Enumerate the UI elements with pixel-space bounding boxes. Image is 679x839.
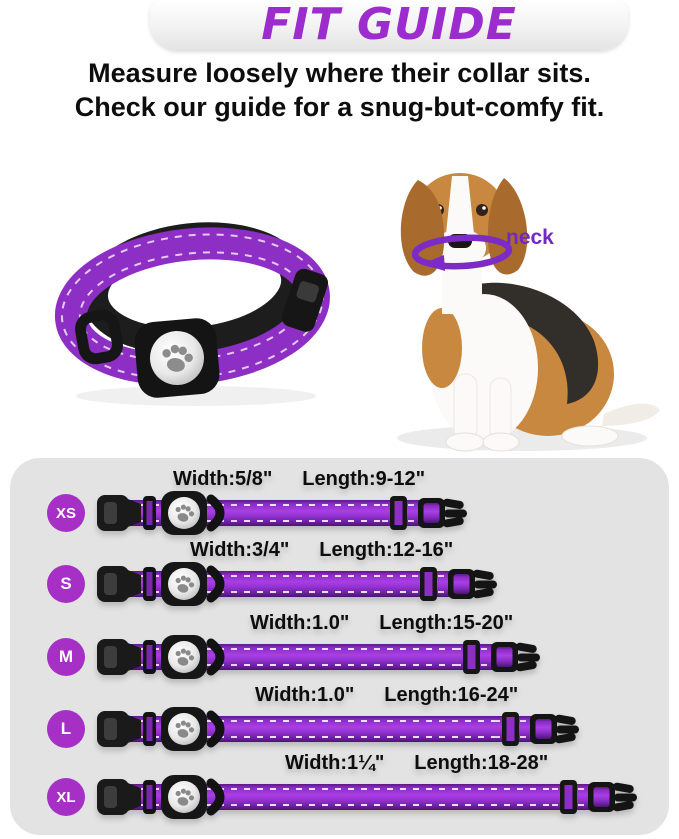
collar-strap: [244, 716, 495, 742]
fit-guide-panel: [10, 458, 669, 835]
size-row-xs: [10, 468, 669, 536]
size-badge-l: L: [47, 710, 85, 748]
width-spec: Width:3/4": [190, 539, 290, 561]
airtag-holder: [133, 317, 221, 400]
width-spec: Width:5/8": [173, 468, 273, 490]
subtitle-line-2: Check our guide for a snug-but-comfy fit.: [74, 92, 605, 122]
collar-strap: [244, 500, 383, 526]
size-specs-xl: [285, 752, 548, 775]
size-row-m: [10, 612, 669, 680]
size-row-s: [10, 539, 669, 607]
subtitle-line-1: Measure loosely where their collar sits.: [88, 58, 591, 88]
collar-buckle-right: [382, 490, 470, 536]
collar-strap: [244, 784, 553, 810]
collar-graphic-xl: [95, 752, 640, 820]
length-spec: Length:16-24": [384, 684, 519, 706]
size-specs-m: [250, 612, 513, 635]
neck-label: neck: [506, 226, 554, 249]
size-specs-s: [190, 539, 453, 562]
title-banner: [150, 0, 628, 50]
collar-buckle-left: [95, 706, 245, 752]
collar-graphic-xs: [95, 468, 470, 536]
width-spec: Width:1.0": [255, 684, 355, 706]
size-badge-m: M: [47, 638, 85, 676]
page-title: FIT GUIDE: [261, 0, 517, 50]
collar-buckle-left: [95, 490, 245, 536]
size-badge-xl: XL: [47, 778, 85, 816]
collar-buckle-right: [412, 561, 500, 607]
collar-buckle-right: [455, 634, 543, 680]
collar-buckle-right: [494, 706, 582, 752]
size-row-xl: [10, 752, 669, 820]
collar-graphic-s: [95, 539, 500, 607]
collar-buckle-left: [95, 774, 245, 820]
size-specs-l: [255, 684, 518, 707]
width-spec: Width:1.0": [250, 612, 350, 634]
size-row-l: [10, 684, 669, 752]
collar-buckle-left: [95, 561, 245, 607]
length-spec: Length:15-20": [379, 612, 514, 634]
dog-photo: [352, 136, 672, 454]
size-specs-xs: [173, 468, 425, 491]
subtitle: [0, 56, 679, 124]
collar-strap: [244, 644, 456, 670]
collar-strap: [244, 571, 413, 597]
size-badge-s: S: [47, 565, 85, 603]
size-badge-xs: XS: [47, 494, 85, 532]
collar-graphic-l: [95, 684, 582, 752]
length-spec: Length:9-12": [302, 468, 426, 490]
collar-buckle-left: [95, 634, 245, 680]
collar-product-photo: [36, 208, 346, 413]
collar-buckle-right: [552, 774, 640, 820]
length-spec: Length:12-16": [319, 539, 454, 561]
length-spec: Length:18-28": [414, 752, 549, 774]
width-spec: Width:1¼": [285, 752, 385, 774]
collar-graphic-m: [95, 612, 543, 680]
